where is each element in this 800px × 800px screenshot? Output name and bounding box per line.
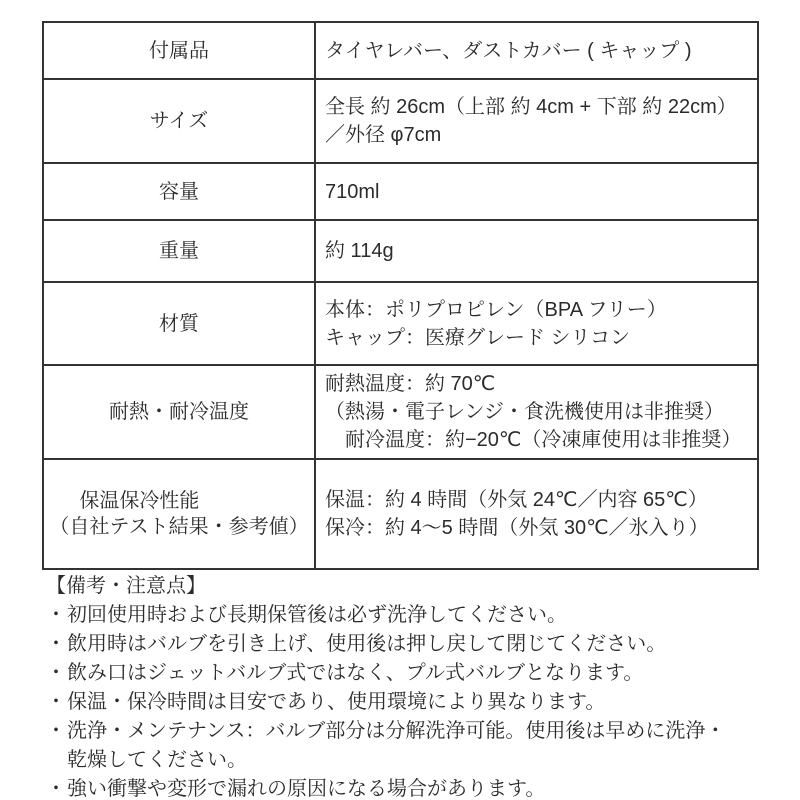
spec-value-line: キャップ：医療グレード シリコン bbox=[325, 326, 631, 349]
spec-value-line: タイヤレバー、ダストカバー ( キャップ ) bbox=[325, 39, 692, 62]
note-text: 保温・保冷時間は目安であり、使用環境により異なります。 bbox=[67, 691, 606, 713]
spec-value-line: 約 114g bbox=[325, 240, 394, 262]
note-item-continuation bbox=[46, 746, 776, 775]
table-row bbox=[43, 220, 758, 282]
spec-label: 容量 bbox=[159, 180, 199, 203]
spec-label: 耐熱・耐冷温度 bbox=[109, 401, 249, 423]
table-row bbox=[43, 365, 758, 459]
spec-label-cell bbox=[43, 22, 315, 79]
spec-value-cell bbox=[315, 220, 758, 282]
spec-value-line: 保温：約 4 時間（外気 24℃／内容 65℃） bbox=[325, 489, 708, 511]
spec-label bbox=[49, 488, 308, 540]
spec-value-line: 本体：ポリプロピレン（BPA フリー） bbox=[325, 298, 667, 321]
table-row bbox=[43, 22, 758, 79]
spec-value-line: （熱湯・電子レンジ・食洗機使用は非推奨） bbox=[325, 401, 724, 423]
note-item bbox=[46, 659, 776, 688]
spec-label-cell bbox=[43, 459, 315, 569]
spec-value-line: ／外径 φ7cm bbox=[325, 124, 442, 146]
spec-value-line: 耐冷温度：約−20℃（冷凍庫使用は非推奨） bbox=[345, 429, 742, 451]
note-item bbox=[46, 688, 776, 717]
note-text: 強い衝撃や変形で漏れの原因になる場合があります。 bbox=[67, 778, 546, 800]
spec-label-cell bbox=[43, 220, 315, 282]
table-row bbox=[43, 79, 758, 163]
table-row bbox=[43, 163, 758, 220]
note-item bbox=[46, 775, 776, 800]
spec-value-line: 保冷：約 4〜5 時間（外気 30℃／氷入り） bbox=[325, 517, 709, 539]
spec-value-cell bbox=[315, 163, 758, 220]
spec-value-line: 全長 約 26cm（上部 約 4cm + 下部 約 22cm） bbox=[325, 96, 737, 118]
spec-label-line: （自社テスト結果・参考値） bbox=[49, 516, 309, 538]
spec-label: 重量 bbox=[159, 240, 199, 262]
spec-value-cell bbox=[315, 282, 758, 365]
spec-label-cell bbox=[43, 163, 315, 220]
note-text: 洗浄・メンテナンス：バルブ部分は分解洗浄可能。使用後は早めに洗浄・ bbox=[67, 720, 726, 742]
spec-label-cell bbox=[43, 365, 315, 459]
note-text: 乾燥してください。 bbox=[67, 749, 247, 771]
spec-value-cell bbox=[315, 459, 758, 569]
spec-label: 材質 bbox=[159, 312, 199, 335]
bullet: ・ bbox=[46, 691, 66, 713]
note-text: 初回使用時および長期保管後は必ず洗浄してください。 bbox=[67, 604, 567, 626]
spec-value-line: 耐熱温度：約 70℃ bbox=[325, 373, 496, 395]
note-item bbox=[46, 717, 776, 746]
notes-title: 【備考・注意点】 bbox=[46, 575, 206, 597]
spec-label-line: 保温保冷性能 bbox=[79, 490, 200, 512]
table-row bbox=[43, 282, 758, 365]
bullet: ・ bbox=[46, 778, 66, 800]
notes-section bbox=[46, 572, 776, 800]
spec-value-line: 710ml bbox=[325, 180, 380, 203]
spec-label: サイズ bbox=[149, 110, 209, 132]
note-text: 飲用時はバルブを引き上げ、使用後は押し戻して閉じてください。 bbox=[67, 633, 667, 655]
bullet: ・ bbox=[46, 633, 66, 655]
spec-label-cell bbox=[43, 79, 315, 163]
spec-table bbox=[42, 21, 759, 570]
spec-label-cell bbox=[43, 282, 315, 365]
bullet: ・ bbox=[46, 662, 66, 684]
spec-label: 付属品 bbox=[149, 39, 209, 62]
note-text: 飲み口はジェットバルブ式ではなく、プル式バルブとなります。 bbox=[67, 662, 644, 684]
spec-value-cell bbox=[315, 365, 758, 459]
note-item bbox=[46, 630, 776, 659]
spec-value-cell bbox=[315, 79, 758, 163]
bullet: ・ bbox=[46, 604, 66, 626]
spec-value-cell bbox=[315, 22, 758, 79]
bullet: ・ bbox=[46, 720, 66, 742]
table-row bbox=[43, 459, 758, 569]
note-item bbox=[46, 601, 776, 630]
